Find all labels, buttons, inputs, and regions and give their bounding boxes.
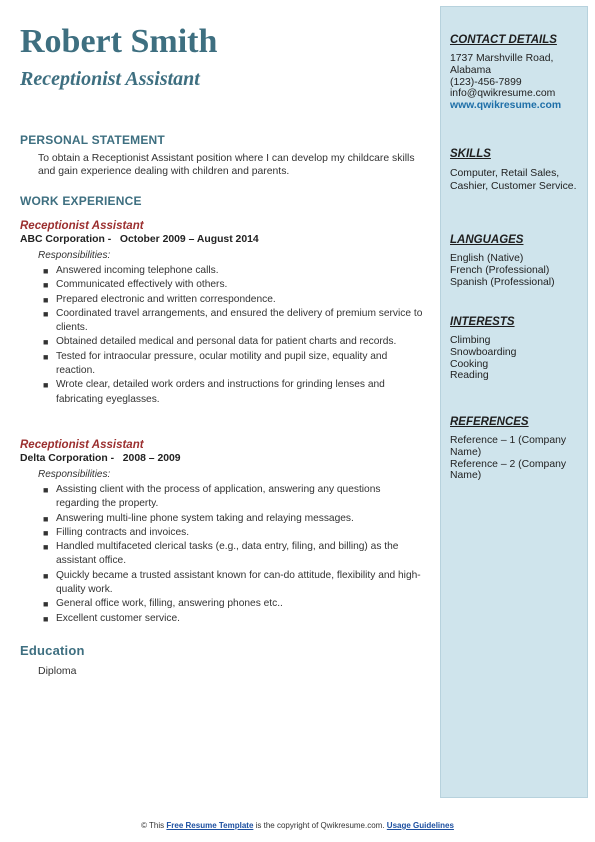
bullet-icon: ■: [43, 513, 49, 524]
list-item: ■ Communicated effectively with others.: [56, 278, 425, 292]
bullet-icon: ■: [43, 527, 49, 538]
job-dates: 2008 – 2009: [122, 453, 181, 464]
sidebar: [440, 6, 588, 798]
interests-heading: INTERESTS: [450, 316, 515, 328]
list-item: ■ Answered incoming telephone calls.: [56, 264, 425, 278]
languages-section: [450, 233, 586, 288]
list-item: ■ Filling contracts and invoices.: [56, 526, 425, 540]
skills-text: Computer, Retail Sales, Cashier, Customer Service.: [450, 168, 577, 192]
job-company-line: [20, 452, 425, 465]
responsibilities-label: Responsibilities:: [38, 469, 111, 480]
candidate-title: Receptionist Assistant: [20, 68, 200, 90]
bullet-icon: ■: [43, 294, 49, 305]
list-item: ■ Handled multifaceted clerical tasks (e.g., data entry, filing, and billing) as the assistant office.: [43, 541, 399, 567]
contact-heading: CONTACT DETAILS: [450, 34, 557, 46]
list-item: ■ Tested for intraocular pressure, ocular motility and pupil size, equality and reaction.: [43, 350, 388, 377]
email[interactable]: info@qwikresume.com: [450, 88, 556, 100]
contact-section: [450, 33, 586, 112]
languages-heading: LANGUAGES: [450, 234, 524, 246]
job-company: Delta Corporation -: [20, 453, 115, 464]
list-item: ■ Answering multi-line phone system taking and relaying messages.: [56, 512, 425, 526]
candidate-name: Robert Smith: [20, 23, 218, 60]
skills-heading: SKILLS: [450, 148, 491, 160]
interest-item: Climbing: [450, 335, 491, 346]
bullet-icon: ■: [43, 570, 49, 581]
personal-statement-text: To obtain a Receptionist Assistant position where I can develop my childcare skills and gain experience dealing with children and parents.: [38, 153, 415, 177]
bullet-icon: ■: [43, 542, 49, 553]
job-company-line: [20, 233, 425, 246]
responsibilities-label: Responsibilities:: [38, 250, 111, 261]
phone: (123)-456-7899: [450, 76, 522, 88]
website-link[interactable]: www.qwikresume.com: [450, 100, 562, 112]
job-entry: [20, 219, 425, 407]
job-dates: October 2009 – August 2014: [119, 234, 259, 245]
education-item: Diploma: [38, 665, 77, 677]
education-heading: Education: [20, 643, 85, 658]
bullet-icon: ■: [43, 337, 49, 348]
list-item: ■ Obtained detailed medical and personal data for patient charts and records.: [56, 335, 425, 349]
interest-item: Reading: [450, 370, 489, 382]
free-resume-template-link[interactable]: Free Resume Template: [166, 821, 254, 830]
bullet-icon: ■: [43, 613, 49, 624]
bullet-icon: ■: [43, 280, 49, 291]
bullet-icon: ■: [43, 380, 49, 391]
bullet-icon: ■: [43, 351, 49, 362]
job-entry: [20, 438, 425, 626]
bullet-icon: ■: [43, 485, 49, 495]
bullet-icon: ■: [43, 266, 49, 276]
footer-prefix: © This: [141, 821, 165, 830]
reference-item: Reference – 2 (Company Name): [450, 458, 567, 482]
footer-copyright: is the copyright of Qwikresume.com.: [255, 821, 385, 830]
interest-item: Snowboarding: [450, 346, 517, 358]
bullet-icon: ■: [43, 599, 49, 610]
list-item: ■ General office work, filling, answering phones etc..: [56, 597, 425, 611]
reference-item: Reference – 1 (Company Name): [450, 435, 567, 458]
list-item: ■ Prepared electronic and written correspondence.: [56, 293, 425, 307]
language-item: French (Professional): [450, 264, 550, 276]
address-line: Alabama: [450, 64, 492, 76]
interest-item: Cooking: [450, 358, 489, 370]
language-item: Spanish (Professional): [450, 276, 555, 288]
list-item: ■ Wrote clear, detailed work orders and instructions for grinding lenses and fabricating eyeglasses.: [43, 379, 385, 405]
footer: [0, 821, 595, 830]
job-title: Receptionist Assistant: [20, 439, 144, 451]
usage-guidelines-link[interactable]: Usage Guidelines: [386, 821, 454, 830]
list-item: ■ Assisting client with the process of application, answering any questions regarding the property.: [43, 484, 381, 510]
responsibilities-list: [20, 264, 425, 407]
list-item: ■ Coordinated travel arrangements, and ensured the delivery of premium service to clients.: [43, 307, 423, 334]
skills-section: [450, 147, 586, 193]
personal-statement-heading: PERSONAL STATEMENT: [20, 133, 165, 147]
address-line: 1737 Marshville Road,: [450, 53, 554, 64]
list-item: ■ Quickly became a trusted assistant known for can-do attitude, flexibility and high-quality work.: [43, 569, 421, 596]
language-item: English (Native): [450, 253, 524, 264]
list-item: ■ Excellent customer service.: [56, 612, 425, 626]
responsibilities-list: [20, 483, 425, 626]
bullet-icon: ■: [43, 308, 49, 319]
work-experience-heading: WORK EXPERIENCE: [20, 194, 142, 208]
job-company: ABC Corporation -: [20, 234, 112, 245]
job-title: Receptionist Assistant: [20, 220, 144, 232]
references-section: [450, 415, 586, 482]
interests-section: [450, 315, 586, 382]
references-heading: REFERENCES: [450, 416, 529, 428]
